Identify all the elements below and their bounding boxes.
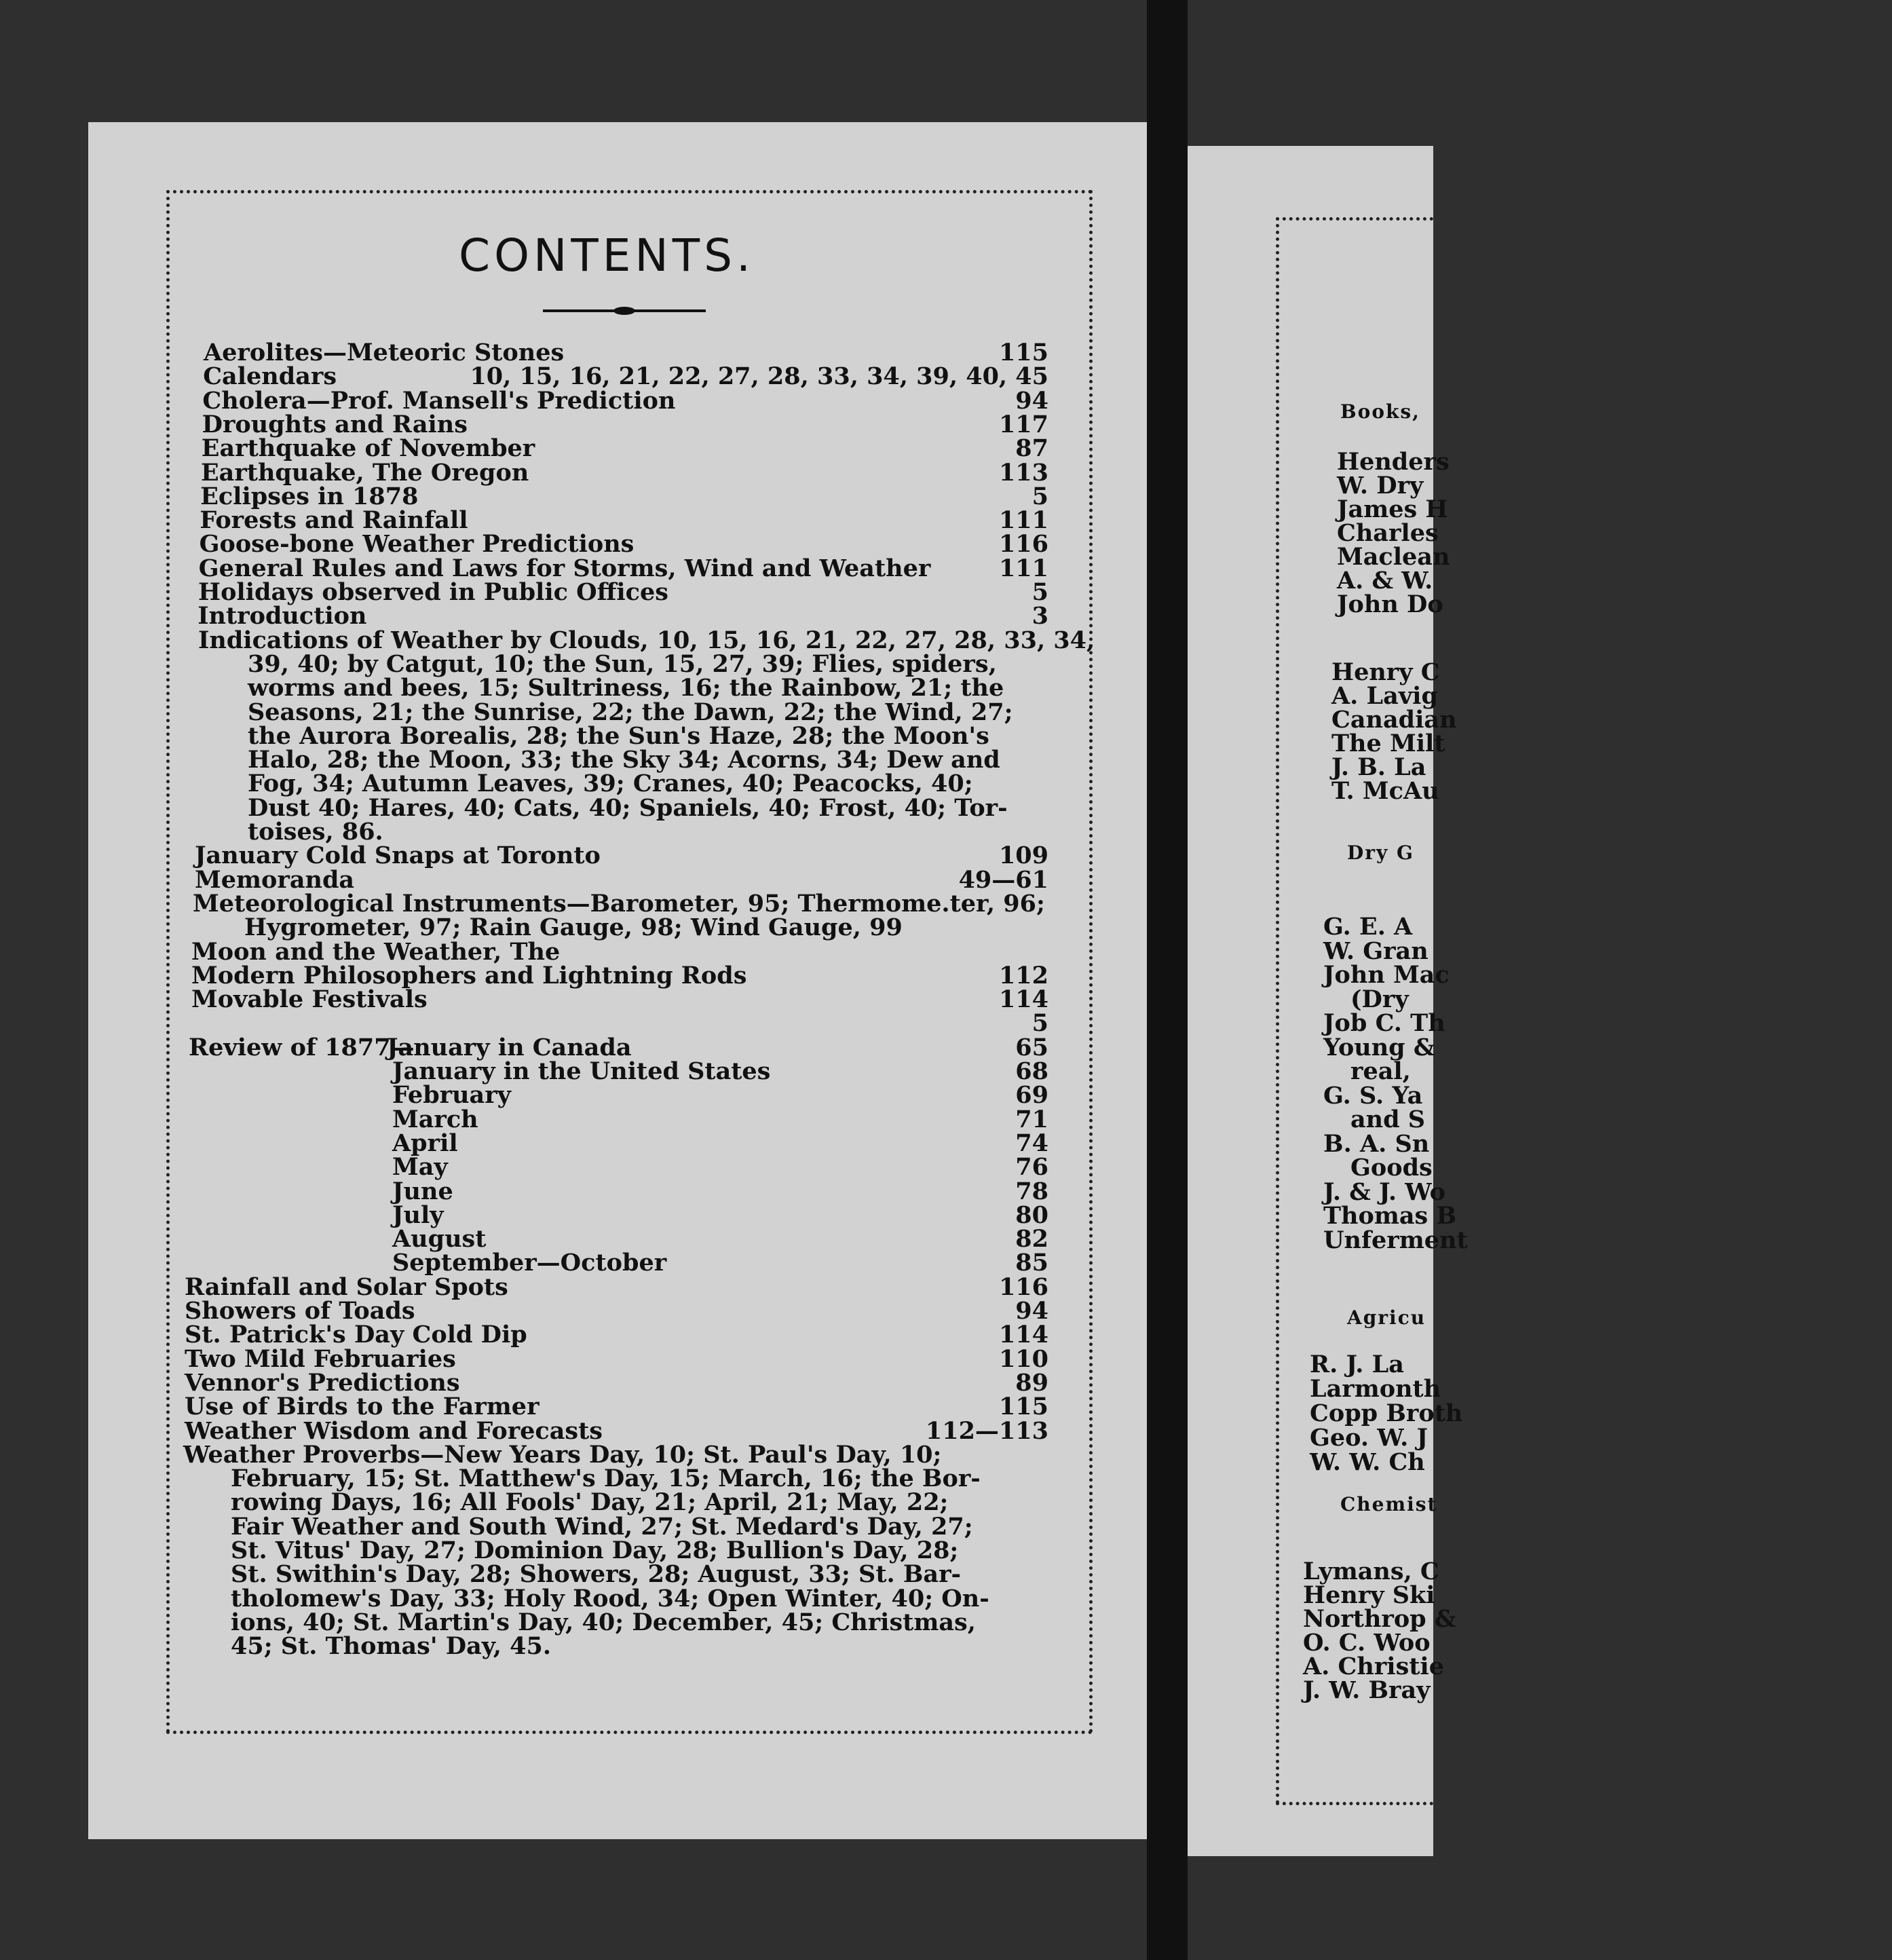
proverbs-line: rowing Days, 16; All Fools' Day, 21; April, 21; May, 22; [231,1488,949,1517]
book-gutter [1147,0,1188,1960]
toc-entry-page: 69 [1015,1081,1048,1110]
right-list-item: Unferment [1323,1226,1468,1254]
toc-entry-title: Calendars [203,362,337,391]
right-list-item: real, [1350,1057,1411,1085]
right-list-item: Northrop & [1303,1605,1456,1633]
proverbs-line: Weather Proverbs—New Years Day, 10; St. Paul's Day, 10; [183,1440,942,1469]
toc-entry-page: 89 [1015,1368,1048,1397]
section-heading-chemists: Chemist [1340,1493,1438,1515]
toc-entry-page: 65 [1015,1033,1048,1061]
toc-entry-page: 71 [1015,1105,1048,1133]
right-list-item: G. E. A [1323,913,1413,941]
toc-entry-title: August [392,1225,487,1254]
indications-line: Indications of Weather by Clouds, 10, 15, 16, 21, 22, 27, 28, 33, 34, [198,626,1095,654]
toc-entry-title: Earthquake of November [201,434,535,463]
toc-entry-page: 111 [998,554,1048,582]
toc-entry-title: Weather Wisdom and Forecasts [185,1416,603,1445]
right-list-item: James H [1337,495,1448,523]
right-list-item: Henry C [1331,658,1440,686]
toc-entry-title: Droughts and Rains [202,410,468,438]
right-list-item: A. Lavig [1331,682,1438,710]
toc-entry-page: 49—61 [958,865,1048,894]
indications-line: Halo, 28; the Moon, 33; the Sky 34; Acorns, 34; Dew and [248,746,1000,774]
toc-entry-title: St. Patrick's Day Cold Dip [185,1321,527,1349]
indications-line: Seasons, 21; the Sunrise, 22; the Dawn, 22; the Wind, 27; [248,698,1013,726]
indications-line: Fog, 34; Autumn Leaves, 39; Cranes, 40; Peacocks, 40; [248,770,973,798]
toc-entry-page: 116 [998,530,1048,559]
toc-entry-title: Memoranda [195,865,355,894]
right-list-item: W. Dry [1337,472,1424,500]
toc-entry-title: Cholera—Prof. Mansell's Prediction [202,386,676,415]
right-list-item: Goods [1350,1154,1433,1182]
indications-line: toises, 86. [248,818,383,846]
proverbs-line: tholomew's Day, 33; Holy Rood, 34; Open Winter, 40; On- [231,1584,989,1613]
indications-line: Dust 40; Hares, 40; Cats, 40; Spaniels, 40; Frost, 40; Tor- [248,793,1008,822]
toc-entry-page: 5 [1032,578,1048,606]
right-list-item: Young & [1323,1033,1435,1061]
toc-entry-title: Showers of Toads [185,1297,415,1325]
right-list-item: and S [1350,1106,1426,1133]
toc-entry-title: September—October [392,1249,667,1277]
toc-entry-title: Introduction [197,602,367,630]
toc-entry-page: 87 [1015,434,1048,463]
toc-entry-page: 116 [998,1273,1048,1301]
right-list-item: J. B. La [1331,753,1426,781]
toc-entry-page: 68 [1015,1057,1048,1085]
right-list-item: John Do [1337,590,1443,618]
toc-entry-page: 113 [998,458,1048,487]
toc-entry-title: Forests and Rainfall [200,506,468,535]
instruments-line: Meteorological Instruments—Barometer, 95; Thermome.ter, 96; [193,889,1045,918]
right-list-item: Larmonth [1310,1375,1441,1403]
review-label: Review of 1877— [189,1033,415,1061]
right-list-item: Canadian [1331,706,1457,734]
toc-entry-page: 94 [1015,386,1048,415]
toc-entry-page: 5 [1032,482,1048,510]
right-list-item: W. W. Ch [1310,1448,1425,1476]
proverbs-line: St. Vitus' Day, 27; Dominion Day, 28; Bullion's Day, 28; [231,1537,959,1564]
toc-entry-page: 5 [1032,1009,1048,1038]
right-list-item: G. S. Ya [1323,1081,1423,1110]
proverbs-line: St. Swithin's Day, 28; Showers, 28; August, 33; St. Bar- [231,1560,962,1589]
toc-entry-title: April [392,1129,458,1157]
toc-entry-page: 111 [998,506,1048,535]
toc-entry-page: 80 [1015,1201,1048,1229]
toc-entry-page: 112 [998,961,1048,990]
section-heading-books: Books, [1340,400,1420,423]
toc-entry-title: Two Mild Februaries [185,1344,456,1373]
toc-entry-page: 110 [998,1344,1048,1373]
instruments-line: Hygrometer, 97; Rain Gauge, 98; Wind Gauge, 99 [244,913,903,942]
toc-entry-page: 94 [1015,1297,1048,1325]
right-list-item: O. C. Woo [1303,1629,1431,1657]
right-list-item: Thomas B [1323,1202,1457,1230]
toc-entry-page: 76 [1015,1153,1048,1182]
toc-entry-title: Use of Birds to the Farmer [185,1393,540,1421]
right-list-item: (Dry [1350,985,1409,1013]
toc-entry-page: 78 [1015,1177,1048,1205]
toc-entry-title: Holidays observed in Public Offices [198,578,668,606]
toc-entry-title: July [392,1201,444,1229]
right-list-item: John Mac [1323,961,1450,989]
right-list-item: Charles [1337,519,1439,547]
toc-entry-title: June [392,1177,453,1205]
toc-entry-page: 115 [998,339,1048,366]
toc-entry-title: Vennor's Predictions [185,1368,460,1397]
toc-entry-title: January Cold Snaps at Toronto [195,842,601,870]
section-heading-agriculture: Agricu [1347,1306,1426,1329]
toc-entry-page: 117 [998,410,1048,438]
indications-line: the Aurora Borealis, 28; the Sun's Haze, 28; the Moon's [248,721,989,750]
proverbs-line: Fair Weather and South Wind, 27; St. Medard's Day, 27; [231,1512,973,1541]
right-list-item: Job C. Th [1323,1009,1445,1037]
indications-line: 39, 40; by Catgut, 10; the Sun, 15, 27, 39; Flies, spiders, [248,649,997,678]
toc-entry-page: 109 [998,842,1048,870]
right-list-item: The Milt [1331,730,1445,757]
right-list-item: Henders [1337,448,1450,476]
proverbs-line: 45; St. Thomas' Day, 45. [231,1632,552,1661]
toc-entry-title: General Rules and Laws for Storms, Wind and Weather [198,554,931,582]
right-list-item: Henry Ski [1303,1581,1435,1609]
toc-entry-title: Earthquake, The Oregon [201,458,529,487]
right-list-item: Maclean [1337,543,1450,571]
toc-entry-page: 114 [998,1321,1048,1349]
right-list-item: A. & W. [1337,567,1433,595]
proverbs-line: ions, 40; St. Martin's Day, 40; December, 45; Christmas, [231,1608,976,1636]
toc-entry-title: March [392,1105,478,1133]
right-list-item: R. J. La [1310,1351,1404,1378]
toc-entry-page: 74 [1015,1129,1048,1157]
toc-entry-title: January in Canada [387,1033,632,1061]
toc-entry-page: 3 [1032,602,1048,630]
toc-entry-title: Goose-bone Weather Predictions [199,530,635,559]
toc-entry-page: 115 [998,1393,1048,1421]
right-list-item: J. & J. Wo [1323,1177,1446,1206]
right-list-item: Geo. W. J [1310,1424,1429,1452]
toc-entry-title: Aerolites—Meteoric Stones [204,339,565,366]
toc-entry-title: Movable Festivals [191,985,428,1014]
toc-entry-page: 82 [1015,1225,1048,1254]
right-list-item: W. Gran [1323,937,1429,965]
toc-entry-page: 112—113 [925,1416,1048,1445]
section-heading-dry-goods: Dry G [1347,842,1414,864]
toc-entry-title: January in the United States [392,1057,771,1085]
right-list-item: J. W. Bray [1303,1676,1431,1704]
divider-ornament [543,305,706,316]
toc-entry-title: Modern Philosophers and Lightning Rods [191,961,747,990]
toc-entry-title: Rainfall and Solar Spots [185,1273,508,1301]
toc-entry-title: Eclipses in 1878 [200,482,419,510]
right-list-item: B. A. Sn [1323,1129,1430,1158]
right-list-item: Copp Broth [1310,1399,1463,1427]
toc-entry-title: February [392,1081,512,1110]
toc-entry-page: 114 [998,985,1048,1014]
toc-entry-page: 10, 15, 16, 21, 22, 27, 28, 33, 34, 39, 40, 45 [470,362,1048,391]
proverbs-line: February, 15; St. Matthew's Day, 15; March, 16; the Bor- [231,1465,981,1493]
right-list-item: T. McAu [1331,777,1439,805]
page-title: CONTENTS. [459,229,755,282]
toc-entry-title: May [392,1153,448,1182]
right-list-item: A. Christie [1303,1653,1445,1680]
toc-entry-page: 85 [1015,1249,1048,1277]
toc-entry-title: Moon and the Weather, The [191,937,561,966]
indications-line: worms and bees, 15; Sultriness, 16; the Rainbow, 21; the [248,674,1004,702]
right-list-item: Lymans, C [1303,1558,1439,1585]
